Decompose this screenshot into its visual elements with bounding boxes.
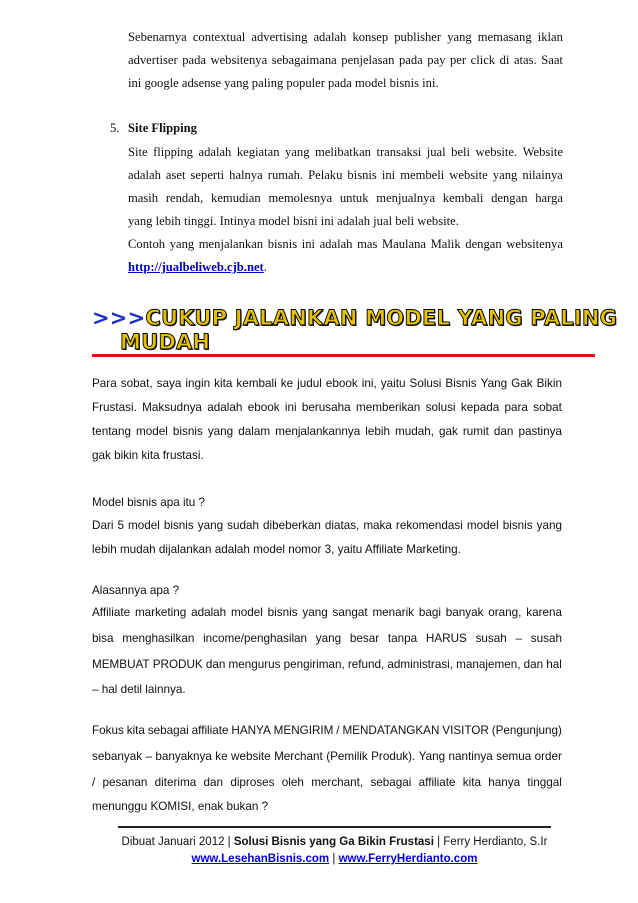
- word: MENDATANGKAN: [342, 724, 440, 737]
- list-line-2: [128, 168, 563, 183]
- word: para: [504, 401, 528, 414]
- word: rumit: [462, 425, 489, 438]
- word: bisnis: [163, 519, 194, 532]
- word: (Pemilik: [326, 750, 368, 763]
- word: menjualnya: [376, 191, 436, 205]
- word: mengurus: [228, 658, 281, 671]
- word: Merchant: [274, 750, 323, 763]
- word: Yang: [480, 377, 508, 390]
- word: seperti: [190, 168, 225, 182]
- heading-text-2: MUDAH: [120, 330, 211, 354]
- word: yang: [169, 237, 195, 251]
- word: pay: [427, 53, 446, 67]
- word: adalah: [128, 168, 161, 182]
- word: yang: [197, 519, 224, 532]
- intro-line-2: [128, 53, 563, 68]
- word: Dari: [92, 519, 114, 532]
- word: administrasi,: [387, 658, 454, 671]
- word: yang: [536, 519, 562, 532]
- word: model: [136, 425, 168, 438]
- heading-underline: [92, 354, 595, 357]
- intro-line-3: ini google adsense yang paling populer pada model bisnis ini.: [128, 76, 439, 90]
- word: bisnis: [267, 237, 298, 251]
- footer-credits: [118, 836, 551, 848]
- word: ingin: [185, 377, 211, 390]
- p3-line-4: – hal detil lainnya.: [92, 683, 186, 696]
- list-line-1: [128, 145, 563, 160]
- word: susah: [530, 632, 562, 645]
- word: Maksudnya: [142, 401, 202, 414]
- word: banyak: [445, 606, 484, 619]
- word: adalah: [198, 145, 232, 159]
- word: kembali: [236, 377, 277, 390]
- word: –: [145, 750, 152, 763]
- p3-line-1: [92, 606, 562, 619]
- word: maka: [363, 519, 392, 532]
- heading-text-1: CUKUP JALANKAN MODEL YANG PALING: [145, 306, 618, 330]
- word: pesanan: [102, 776, 148, 789]
- word: yaitu: [380, 377, 406, 390]
- p1-line-1: [92, 377, 562, 390]
- word: yang: [285, 145, 310, 159]
- list-number: 5.: [110, 121, 120, 135]
- p4-line-2: [92, 750, 562, 763]
- word: Saat: [541, 53, 563, 67]
- word: dalam: [238, 425, 271, 438]
- word: yang: [207, 425, 234, 438]
- word: bisnis: [267, 606, 298, 619]
- word: yang: [302, 606, 328, 619]
- word: tinggal: [527, 776, 562, 789]
- word: menarik: [372, 606, 415, 619]
- word: bisnis: [502, 519, 533, 532]
- word: kemudian: [211, 191, 261, 205]
- word: tanpa: [387, 632, 418, 645]
- word: oleh: [281, 776, 304, 789]
- word: mudah,: [394, 425, 434, 438]
- footer-divider: [118, 826, 551, 828]
- p3-question: Alasannya apa ?: [92, 584, 180, 597]
- word: kita: [462, 776, 481, 789]
- word: bisnis: [347, 168, 377, 182]
- word: (Pengunjung): [491, 724, 562, 737]
- list-line-4: yang lebih tinggi. Intinya model bisni ini adalah jual beli website.: [128, 214, 459, 228]
- word: saya: [156, 377, 182, 390]
- word: yang: [492, 168, 518, 182]
- p1-line-3: [92, 425, 562, 438]
- word: memolesnya: [268, 191, 333, 205]
- word: banyaknya: [155, 750, 212, 763]
- word: PRODUK: [152, 658, 203, 671]
- word: sebagai: [370, 776, 412, 789]
- p4-line-4: menunggu KOMISI, enak bukan ?: [92, 800, 269, 813]
- word: kita: [126, 724, 145, 737]
- word: yang: [447, 30, 472, 44]
- word: Malik: [430, 237, 461, 251]
- word: advertising: [251, 30, 308, 44]
- word: dengan: [465, 237, 502, 251]
- word: sobat: [533, 401, 562, 414]
- word: masih: [128, 191, 159, 205]
- word: sebagaimana: [271, 53, 337, 67]
- word: atas.: [513, 53, 537, 67]
- word: adalah: [191, 606, 227, 619]
- word: model: [127, 519, 160, 532]
- word: MEMBUAT: [92, 658, 150, 671]
- word: affiliate: [191, 724, 229, 737]
- word: dan: [523, 658, 544, 671]
- word: MENGIRIM: [273, 724, 334, 737]
- word: judul: [297, 377, 322, 390]
- word: /: [336, 724, 340, 737]
- word: contextual: [192, 30, 246, 44]
- word: susah: [475, 632, 507, 645]
- word: harga: [535, 191, 563, 205]
- word: mas: [357, 237, 378, 251]
- word: websitenya: [506, 237, 563, 251]
- word: bagi: [418, 606, 441, 619]
- p4-line-1: [92, 724, 562, 737]
- word: memberikan: [355, 401, 421, 414]
- footer-link-lesehanbisnis[interactable]: www.LesehanBisnis.com: [191, 853, 330, 865]
- word: memasang: [477, 30, 532, 44]
- word: /: [92, 776, 96, 789]
- word: ke: [215, 750, 228, 763]
- word: websitenya: [210, 53, 268, 67]
- word: adalah: [319, 237, 353, 251]
- word: beli: [451, 145, 471, 159]
- word: ini: [381, 168, 396, 182]
- word: dan: [205, 658, 226, 671]
- word: lebih: [365, 425, 390, 438]
- word: rendah,: [165, 191, 204, 205]
- word: iklan: [537, 30, 563, 44]
- p2-question: Model bisnis apa itu ?: [92, 496, 206, 509]
- word: menjalankan: [198, 237, 264, 251]
- word: diterima: [154, 776, 197, 789]
- word: HANYA: [231, 724, 271, 737]
- section-heading-line-2: [120, 330, 210, 354]
- word: per: [449, 53, 467, 67]
- p4-line-3: [92, 776, 562, 789]
- word: Maulana: [381, 237, 427, 251]
- word: income/penghasilan: [203, 632, 308, 645]
- word: pada: [398, 53, 423, 67]
- word: melibatkan: [315, 145, 371, 159]
- footer-suffix: | Ferry Herdianto, S.Ir: [433, 836, 548, 848]
- word: besar: [349, 632, 380, 645]
- word: ebook: [247, 401, 280, 414]
- word: karena: [526, 606, 562, 619]
- word: membeli: [400, 168, 445, 182]
- word: diproses: [230, 776, 275, 789]
- word: berusaha: [301, 401, 351, 414]
- word: untuk: [339, 191, 369, 205]
- word: Bikin: [536, 377, 562, 390]
- word: Pelaku: [308, 168, 343, 182]
- word: orang,: [488, 606, 522, 619]
- word: VISITOR: [442, 724, 489, 737]
- word: diatas,: [324, 519, 360, 532]
- word: 5: [117, 519, 124, 532]
- word: jual: [426, 145, 446, 159]
- word: tentang: [92, 425, 131, 438]
- word: refund,: [347, 658, 385, 671]
- p1-line-4: gak bikin kita frustasi.: [92, 449, 204, 462]
- word: website: [449, 168, 488, 182]
- word: Frustasi.: [92, 401, 137, 414]
- word: order: [534, 750, 562, 763]
- word: yang: [315, 632, 342, 645]
- word: dibeberkan: [263, 519, 321, 532]
- word: Yang: [418, 750, 446, 763]
- word: nilainya: [522, 168, 563, 182]
- word: rumah.: [267, 168, 304, 182]
- word: halnya: [229, 168, 263, 182]
- p2-line-1: [92, 519, 562, 532]
- heading-prefix: >>>: [92, 306, 146, 330]
- footer-prefix: Dibuat Januari 2012 |: [121, 836, 234, 848]
- word: adalah: [313, 30, 347, 44]
- word: Website: [522, 145, 563, 159]
- word: kembali: [442, 191, 484, 205]
- word: Produk).: [371, 750, 416, 763]
- word: sangat: [332, 606, 368, 619]
- word: publisher: [394, 30, 442, 44]
- word: penjelasan: [341, 53, 395, 67]
- intro-line-1: [128, 30, 563, 45]
- word: Fokus: [92, 724, 124, 737]
- word: merchant,: [311, 776, 364, 789]
- word: menjalankannya: [275, 425, 361, 438]
- p1-line-2: [92, 401, 562, 414]
- word: sebagai: [147, 724, 189, 737]
- list-line-5: [128, 237, 563, 252]
- word: model: [466, 519, 499, 532]
- p2-line-2: lebih mudah dijalankan adalah model nomor 3, yaitu Affiliate Marketing.: [92, 543, 461, 556]
- word: Solusi: [409, 377, 442, 390]
- word: di: [499, 53, 510, 67]
- word: Para: [92, 377, 117, 390]
- footer-link-ferryherdianto[interactable]: www.FerryHerdianto.com: [338, 853, 478, 865]
- word: flipping: [153, 145, 193, 159]
- word: hal: [546, 658, 562, 671]
- word: gak: [439, 425, 458, 438]
- word: rekomendasi: [395, 519, 463, 532]
- word: konsep: [352, 30, 389, 44]
- word: model: [231, 606, 263, 619]
- word: bisa: [92, 632, 114, 645]
- footer-links: [118, 853, 551, 865]
- word: nantinya: [448, 750, 493, 763]
- word: ini,: [361, 377, 377, 390]
- p3-line-2: [92, 632, 562, 645]
- word: pengiriman,: [283, 658, 345, 671]
- word: sobat,: [120, 377, 153, 390]
- word: adalah: [207, 401, 243, 414]
- word: Bisnis: [445, 377, 477, 390]
- word: pada: [182, 53, 206, 67]
- footer-link-separator: |: [329, 853, 339, 865]
- word: sebanyak: [92, 750, 143, 763]
- section-heading-line-1: [92, 306, 617, 330]
- word: advertiser: [128, 53, 178, 67]
- link-suffix: .: [263, 260, 267, 274]
- word: bisnis: [172, 425, 203, 438]
- word: ini: [284, 401, 297, 414]
- word: menghasilkan: [122, 632, 195, 645]
- word: hanya: [488, 776, 521, 789]
- word: marketing: [134, 606, 187, 619]
- word: manajemen,: [456, 658, 521, 671]
- word: website.: [475, 145, 518, 159]
- word: dan: [493, 425, 514, 438]
- word: affiliate: [418, 776, 456, 789]
- list-item-title: Site Flipping: [128, 121, 197, 135]
- word: Gak: [511, 377, 533, 390]
- word: dengan: [491, 191, 528, 205]
- word: solusi: [425, 401, 456, 414]
- word: –: [515, 632, 523, 645]
- word: ebook: [325, 377, 358, 390]
- word: kepada: [460, 401, 500, 414]
- word: kegiatan: [236, 145, 280, 159]
- word: aset: [165, 168, 186, 182]
- word: ini: [301, 237, 315, 251]
- word: Sebenarnya: [128, 30, 187, 44]
- word: ke: [280, 377, 294, 390]
- word: HARUS: [425, 632, 467, 645]
- word: website: [231, 750, 271, 763]
- list-line-3: [128, 191, 563, 206]
- word: sudah: [227, 519, 259, 532]
- word: transaksi: [376, 145, 422, 159]
- word: pastinya: [518, 425, 562, 438]
- word: kita: [214, 377, 233, 390]
- p3-line-3: [92, 658, 562, 671]
- word: click: [470, 53, 496, 67]
- word: Affiliate: [92, 606, 131, 619]
- jualbeliweb-link[interactable]: http://jualbeliweb.cjb.net: [128, 260, 264, 274]
- list-link-line: [128, 260, 267, 275]
- word: Site: [128, 145, 148, 159]
- word: dan: [203, 776, 224, 789]
- word: Contoh: [128, 237, 166, 251]
- word: semua: [496, 750, 532, 763]
- footer-title: Solusi Bisnis yang Ga Bikin Frustasi: [233, 836, 434, 848]
